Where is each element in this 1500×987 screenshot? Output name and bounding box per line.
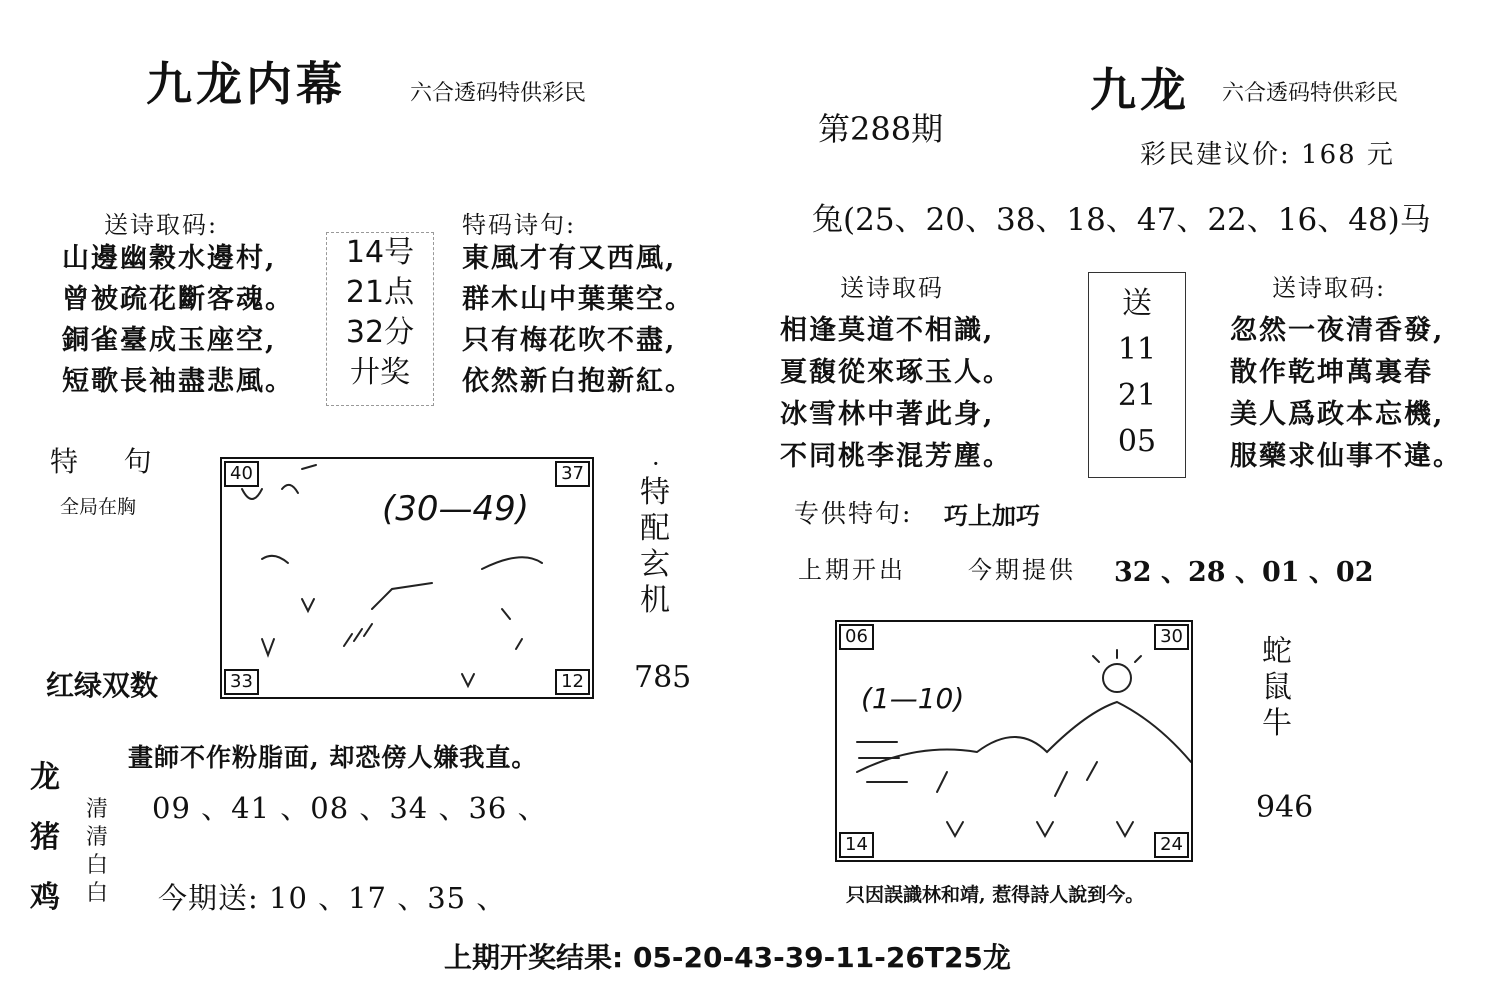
box-line: 14号 <box>345 235 415 270</box>
box-line: 11 <box>1117 332 1157 367</box>
right-side-number: 946 <box>1256 790 1314 825</box>
right-subtitle: 六合透码特供彩民 <box>1222 81 1399 106</box>
corner-top-left: 06 <box>839 624 874 650</box>
provide-label: 今期提供 <box>968 556 1076 584</box>
left-te-label: 特码诗句: <box>462 211 577 239</box>
vertical-char: 鼠 <box>1262 670 1292 705</box>
left-title: 九龙内幕 <box>146 57 346 111</box>
box-line: 廾奖 <box>350 355 410 390</box>
poem-line: 銅雀臺成玉座空, <box>62 325 277 356</box>
poem-line: 相逢莫道不相識, <box>780 315 995 346</box>
poem-line: 冰雪林中著此身, <box>780 399 995 430</box>
qing-vertical <box>86 796 108 908</box>
left-line-poem: 畫師不作粉脂面, 却恐傍人嫌我直。 <box>128 743 538 772</box>
vertical-char: 玄 <box>640 547 670 582</box>
last-label: 上期开出 <box>798 556 906 584</box>
box-line: 21点 <box>345 275 415 310</box>
left-hint-box <box>326 232 434 406</box>
poem-line: 散作乾坤萬裏春 <box>1230 357 1433 388</box>
vertical-char: 配 <box>640 511 670 546</box>
vertical-char: 特 <box>640 475 670 510</box>
poem-line: 東風才有又西風, <box>462 243 677 274</box>
left-subtitle: 六合透码特供彩民 <box>410 81 587 106</box>
zodiac-vertical <box>30 748 60 928</box>
poem-line: 短歌長袖盡悲風。 <box>62 366 294 397</box>
vertical-char: 白 <box>86 853 109 878</box>
poem-line: 不同桃李混芳塵。 <box>780 441 1012 472</box>
poem-line: 美人爲政本忘機, <box>1230 399 1445 430</box>
vertical-char: 清 <box>86 825 109 850</box>
box-line: 05 <box>1117 424 1157 459</box>
left-jinqi-row: 今期送: 10 、17 、35 、 <box>158 881 507 915</box>
poem-line: 曾被疏花斷客魂。 <box>62 284 294 315</box>
corner-bottom-right: 24 <box>1154 832 1189 858</box>
corner-bottom-left: 33 <box>224 669 259 695</box>
poem-line: 忽然一夜清香發, <box>1230 315 1445 346</box>
special-label: 专供特句: <box>794 499 913 528</box>
sketch-drawing <box>837 622 1191 860</box>
zodiac-numbers: 兔(25、20、38、18、47、22、16、48)马 <box>812 202 1431 238</box>
right-caption: 只因誤識林和靖, 惹得詩人說到今。 <box>846 884 1145 906</box>
right-sketch <box>835 620 1193 862</box>
right-poem-label-left: 送诗取码 <box>840 274 944 302</box>
poem-line: 服藥求仙事不違。 <box>1230 441 1462 472</box>
right-price: 彩民建议价: 168 元 <box>1140 140 1395 170</box>
right-poem-left <box>780 310 1012 478</box>
corner-top-left: 40 <box>224 461 259 487</box>
vertical-char: 蛇 <box>1262 634 1292 669</box>
poem-line: 依然新白抱新紅。 <box>462 366 694 397</box>
redgreen-label: 红绿双数 <box>46 669 159 702</box>
vertical-char: 牛 <box>1262 706 1292 741</box>
left-sketch <box>220 457 594 699</box>
left-te-poem <box>462 238 694 402</box>
left-numbers-row: 09 、41 、08 、34 、36 、 <box>152 791 548 825</box>
left-poem-label: 送诗取码: <box>104 211 219 239</box>
box-line: 32分 <box>345 315 415 350</box>
right-side-vertical <box>1262 634 1292 742</box>
right-poem-label-right: 送诗取码: <box>1272 274 1387 302</box>
sketch-annotation: (1—10) <box>861 682 965 715</box>
left-side-number: 785 <box>634 660 692 695</box>
teju-label: 特 句 <box>50 445 154 478</box>
poem-line: 夏馥從來琢玉人。 <box>780 357 1012 388</box>
teju-value: 全局在胸 <box>60 496 137 518</box>
vertical-char: 猪 <box>30 820 60 855</box>
issue-number: 第288期 <box>818 110 944 148</box>
right-title: 九龙 <box>1090 63 1190 117</box>
box-line: 送 <box>1122 286 1152 321</box>
corner-top-right: 37 <box>555 461 590 487</box>
right-hint-box <box>1088 272 1186 478</box>
vertical-char: 清 <box>86 797 109 822</box>
left-side-vertical <box>640 475 670 619</box>
special-value: 巧上加巧 <box>944 501 1040 530</box>
corner-top-right: 30 <box>1154 624 1189 650</box>
corner-bottom-right: 12 <box>555 669 590 695</box>
box-line: 21 <box>1117 378 1157 413</box>
poem-line: 只有梅花吹不盡, <box>462 325 677 356</box>
vertical-char: 白 <box>86 881 109 906</box>
corner-bottom-left: 14 <box>839 832 874 858</box>
provide-numbers: 32 、28 、01 、02 <box>1114 557 1374 588</box>
footer-result: 上期开奖结果: 05-20-43-39-11-26T25龙 <box>444 941 1011 974</box>
poem-line: 山邊幽穀水邊村, <box>62 243 277 274</box>
vertical-char: 鸡 <box>30 880 60 915</box>
left-poem <box>62 238 294 402</box>
side-dot: · <box>652 450 660 478</box>
sketch-annotation: (30—49) <box>382 489 530 529</box>
right-poem-right <box>1230 310 1462 478</box>
vertical-char: 机 <box>640 583 670 618</box>
poem-line: 群木山中葉葉空。 <box>462 284 694 315</box>
vertical-char: 龙 <box>30 760 60 795</box>
